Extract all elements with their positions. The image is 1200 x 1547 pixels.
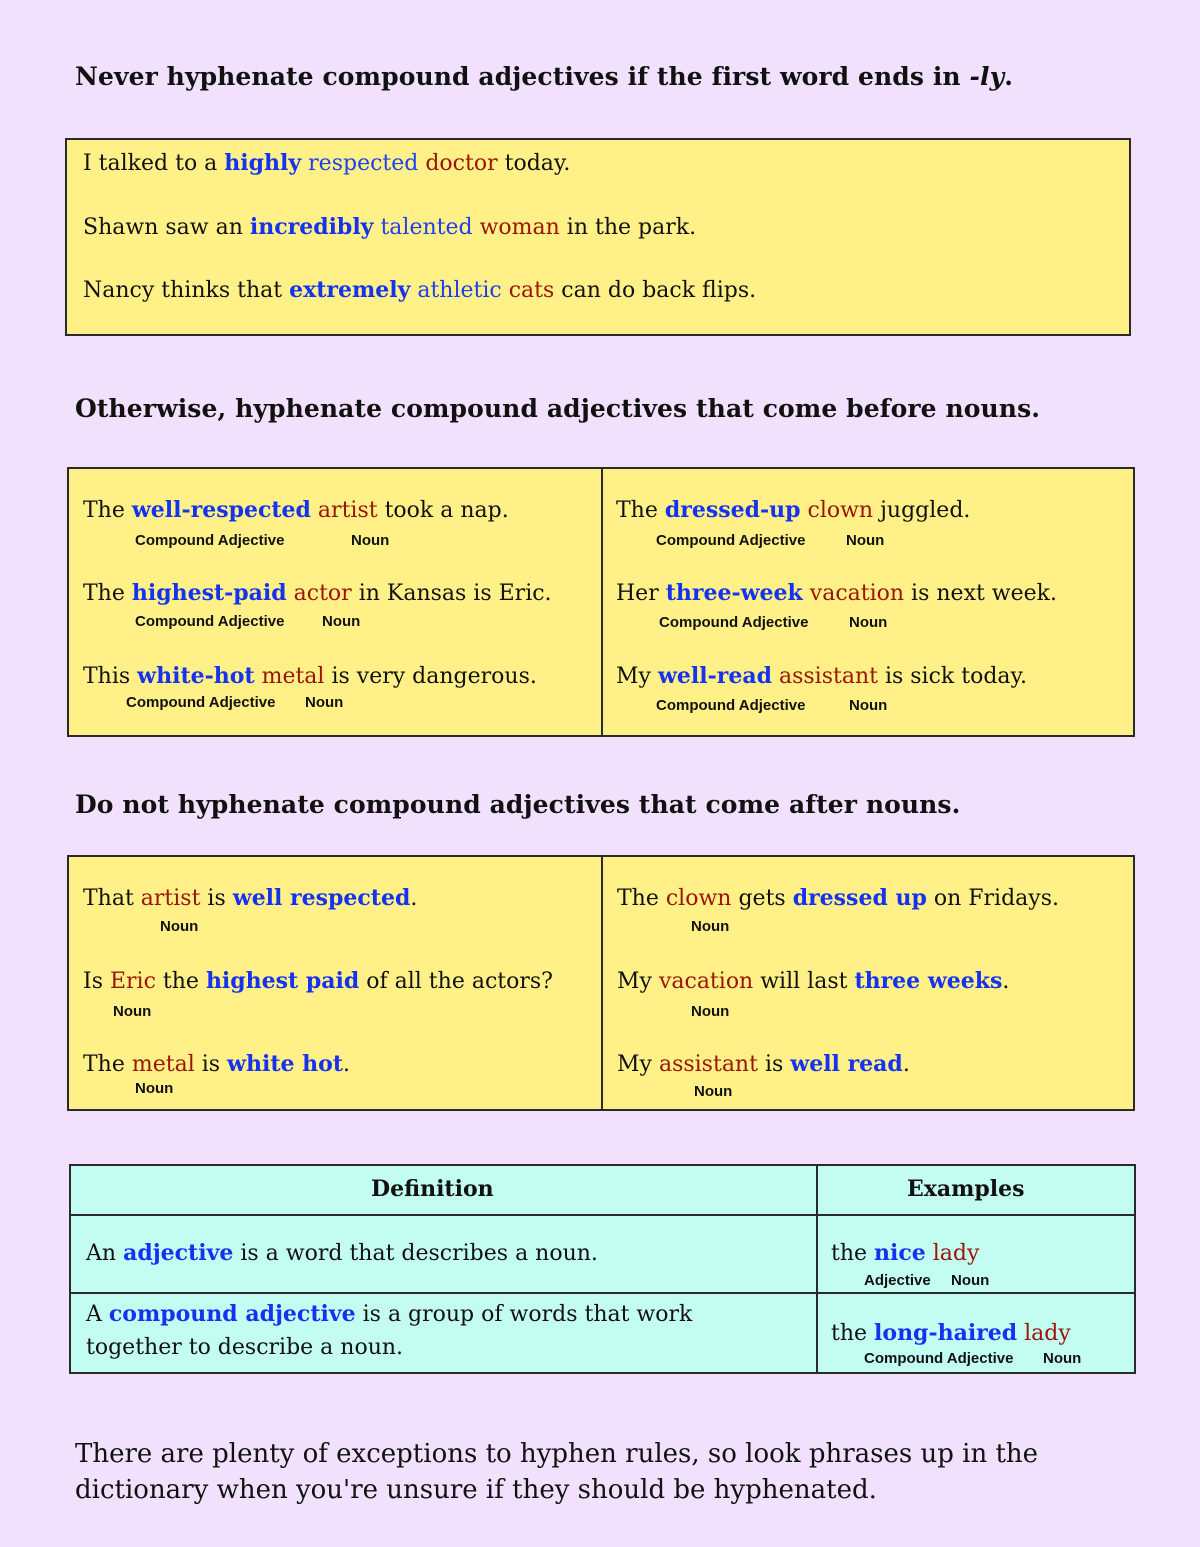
text: is xyxy=(757,1052,791,1077)
term: compound adjective xyxy=(108,1301,356,1327)
heading-period: . xyxy=(1004,62,1014,91)
example-cell xyxy=(831,1240,979,1266)
section3-box xyxy=(67,855,1135,1111)
noun-label: Noun xyxy=(135,1080,174,1097)
noun-label: Noun xyxy=(322,613,361,630)
example-sentence xyxy=(83,580,552,606)
definition-cell xyxy=(86,1301,692,1327)
example-sentence xyxy=(83,663,537,689)
table-row-divider xyxy=(71,1292,1134,1294)
adverb: extremely xyxy=(289,277,411,303)
noun: metal xyxy=(131,1052,195,1077)
text: today. xyxy=(497,151,571,176)
text: is sick today. xyxy=(877,664,1028,689)
compound-adjective: dressed up xyxy=(792,885,927,911)
example-sentence xyxy=(83,497,509,523)
noun: actor xyxy=(286,581,352,606)
noun-label: Noun xyxy=(160,918,199,935)
example-sentence xyxy=(617,1051,910,1077)
column-divider xyxy=(601,469,603,735)
noun-label: Noun xyxy=(951,1272,990,1289)
noun: vacation xyxy=(658,969,754,994)
example-sentence xyxy=(616,580,1057,606)
text: I talked to a xyxy=(83,151,225,176)
text: Her xyxy=(616,581,666,606)
header-examples: Examples xyxy=(907,1176,1025,1202)
example-sentence xyxy=(83,885,417,911)
example-sentence xyxy=(616,497,970,523)
compound-adjective: highest paid xyxy=(205,968,360,994)
example-sentence xyxy=(83,277,756,303)
text: My xyxy=(617,1052,659,1077)
text: The xyxy=(83,498,132,523)
adverb: incredibly xyxy=(249,214,374,240)
text: . xyxy=(343,1052,350,1077)
section1-box xyxy=(65,138,1131,336)
noun: lady xyxy=(925,1241,980,1266)
text: An xyxy=(86,1241,124,1266)
text: can do back flips. xyxy=(554,278,757,303)
text: . xyxy=(902,1052,910,1077)
text: in the park. xyxy=(559,215,697,240)
text: . xyxy=(1002,969,1010,994)
example-sentence xyxy=(616,663,1027,689)
noun: metal xyxy=(254,664,325,689)
compound-adjective: well read xyxy=(790,1051,903,1077)
table-header-divider xyxy=(71,1214,1134,1216)
compound-adjective-label: Compound Adjective xyxy=(135,532,285,549)
text: My xyxy=(616,664,658,689)
text: on Fridays. xyxy=(926,886,1060,911)
text: the xyxy=(831,1241,875,1266)
section1-heading xyxy=(75,62,1013,91)
noun-label: Noun xyxy=(691,918,730,935)
noun-label: Noun xyxy=(113,1003,152,1020)
compound-adjective: white hot xyxy=(227,1051,343,1077)
text: of all the actors? xyxy=(359,969,553,994)
text: This xyxy=(83,664,138,689)
text: in Kansas is Eric. xyxy=(351,581,552,606)
compound-adjective-label: Compound Adjective xyxy=(656,697,806,714)
compound-adjective: well-respected xyxy=(131,497,311,523)
text: My xyxy=(617,969,659,994)
compound-adjective: well-read xyxy=(657,663,772,689)
text: The xyxy=(83,1052,132,1077)
noun: doctor xyxy=(418,151,498,176)
text: juggled. xyxy=(873,498,971,523)
adjective: respected xyxy=(301,151,419,176)
text: is a group of words that work xyxy=(355,1302,693,1327)
example-sentence xyxy=(83,968,553,994)
noun: lady xyxy=(1017,1321,1071,1346)
section2-heading: Otherwise, hyphenate compound adjectives that come before nouns. xyxy=(75,394,1041,423)
text: is very dangerous. xyxy=(324,664,537,689)
noun: assistant xyxy=(658,1052,758,1077)
adjective-label: Adjective xyxy=(864,1272,931,1289)
noun: clown xyxy=(665,886,732,911)
compound-adjective-label: Compound Adjective xyxy=(126,694,276,711)
text: The xyxy=(83,581,132,606)
section3-heading: Do not hyphenate compound adjectives that come after nouns. xyxy=(75,790,961,819)
text: Is xyxy=(83,969,110,994)
noun-label: Noun xyxy=(1043,1350,1082,1367)
noun: assistant xyxy=(771,664,878,689)
definition-cell xyxy=(86,1240,598,1266)
text: the xyxy=(831,1321,875,1346)
heading-ly-suffix: -ly xyxy=(969,62,1005,91)
noun: artist xyxy=(140,886,201,911)
text: The xyxy=(617,886,666,911)
noun: artist xyxy=(310,498,378,523)
example-cell xyxy=(831,1320,1071,1346)
heading-text: Never hyphenate compound adjectives if the first word ends in xyxy=(75,62,970,91)
text: gets xyxy=(731,886,793,911)
definitions-table xyxy=(69,1164,1136,1374)
text: will last xyxy=(753,969,855,994)
noun-label: Noun xyxy=(351,532,390,549)
text: Shawn saw an xyxy=(83,215,250,240)
noun: woman xyxy=(472,215,560,240)
definition-cell-continued: together to describe a noun. xyxy=(86,1335,404,1360)
noun: vacation xyxy=(802,581,905,606)
compound-adjective-label: Compound Adjective xyxy=(864,1350,1014,1367)
text: is xyxy=(194,1052,228,1077)
noun-label: Noun xyxy=(849,697,888,714)
text: took a nap. xyxy=(377,498,509,523)
noun: clown xyxy=(800,498,874,523)
text: is a word that describes a noun. xyxy=(233,1241,598,1266)
text: Nancy thinks that xyxy=(83,278,290,303)
noun-label: Noun xyxy=(305,694,344,711)
term: adjective xyxy=(123,1240,234,1266)
example-sentence xyxy=(83,214,696,240)
text: . xyxy=(410,886,418,911)
adjective: nice xyxy=(874,1240,926,1266)
example-sentence xyxy=(83,150,570,176)
compound-adjective: three-week xyxy=(665,580,803,606)
table-column-divider xyxy=(816,1166,818,1372)
text: is next week. xyxy=(904,581,1057,606)
compound-adjective: dressed-up xyxy=(664,497,801,523)
example-sentence xyxy=(617,968,1009,994)
section2-box xyxy=(67,467,1135,737)
compound-adjective-label: Compound Adjective xyxy=(656,532,806,549)
adjective: athletic xyxy=(410,278,502,303)
example-sentence xyxy=(83,1051,350,1077)
compound-adjective: white-hot xyxy=(137,663,255,689)
compound-adjective: three weeks xyxy=(854,968,1003,994)
noun-label: Noun xyxy=(846,532,885,549)
noun-label: Noun xyxy=(849,614,888,631)
compound-adjective: well respected xyxy=(232,885,411,911)
text: the xyxy=(155,969,206,994)
compound-adjective-label: Compound Adjective xyxy=(659,614,809,631)
text: That xyxy=(83,886,141,911)
adverb: highly xyxy=(224,150,302,176)
text: is xyxy=(200,886,233,911)
noun: Eric xyxy=(109,969,156,994)
compound-adjective: long-haired xyxy=(874,1320,1018,1346)
example-sentence xyxy=(617,885,1059,911)
noun-label: Noun xyxy=(694,1083,733,1100)
noun-label: Noun xyxy=(691,1003,730,1020)
compound-adjective-label: Compound Adjective xyxy=(135,613,285,630)
text: The xyxy=(616,498,665,523)
adjective: talented xyxy=(373,215,473,240)
noun: cats xyxy=(501,278,555,303)
footer-note: There are plenty of exceptions to hyphen rules, so look phrases up in the dictionary when you're unsure if they should be hyphenated. xyxy=(75,1439,1039,1505)
text: A xyxy=(86,1302,109,1327)
compound-adjective: highest-paid xyxy=(131,580,287,606)
column-divider xyxy=(601,857,603,1109)
header-definition: Definition xyxy=(371,1176,494,1202)
